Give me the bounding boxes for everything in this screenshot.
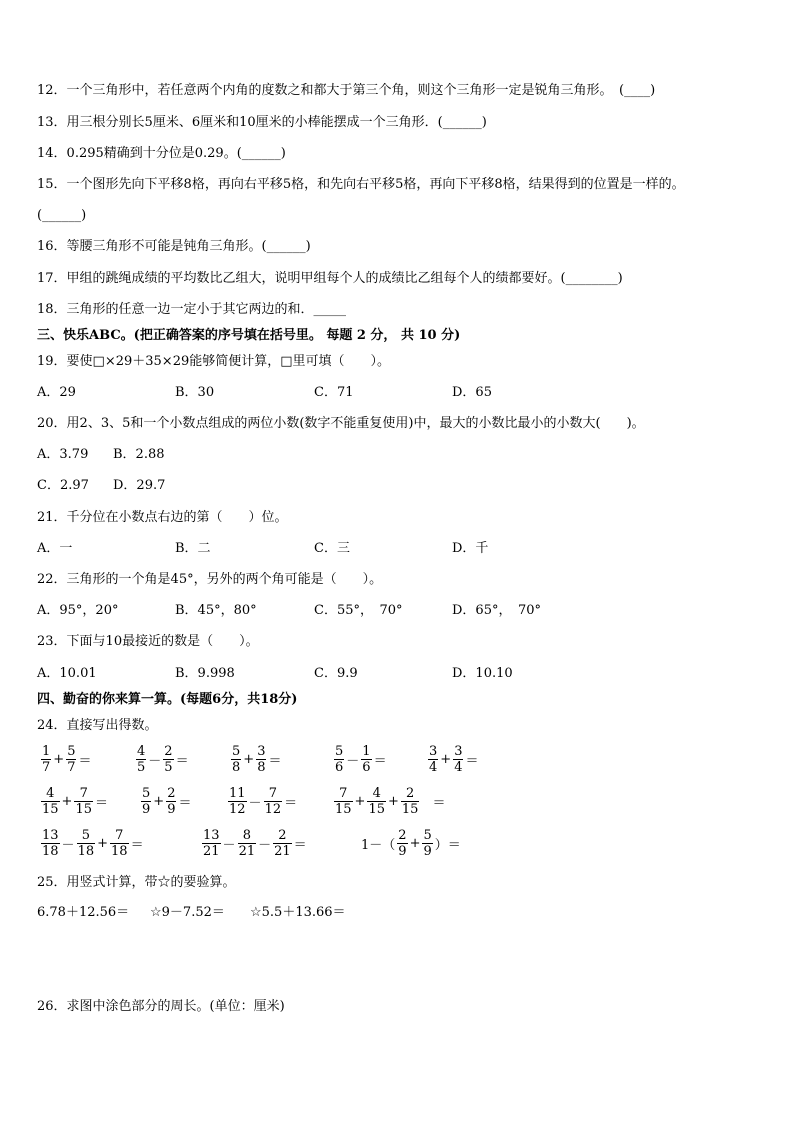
- question-14: 14．0.295精确到十分位是0.29。(______): [37, 146, 286, 161]
- q22-option-b: B．45°，80°: [175, 603, 257, 618]
- q20-option-d: D．29.7: [113, 478, 166, 493]
- q21-option-c: C．三: [314, 541, 350, 556]
- question-18: 18．三角形的任意一边一定小于其它两边的和．_____: [37, 302, 347, 317]
- q23-option-b: B．9.998: [175, 666, 235, 681]
- fraction-expression: $\frac{11}{12}$ － $\frac{7}{12}$ ＝: [229, 786, 298, 817]
- q19-option-a: A．29: [37, 385, 76, 400]
- q22-option-a: A．95°，20°: [37, 603, 119, 618]
- question-15: 15．一个图形先向下平移8格，再向右平移5格，和先向右平移5格，再向下平移8格，结果得到的位置是一样的。: [37, 177, 685, 192]
- fraction-expression: $\frac{4}{5}$ － $\frac{2}{5}$ ＝: [137, 744, 189, 775]
- q23-option-a: A．10.01: [37, 666, 97, 681]
- fraction-expression: 1－（ $\frac{2}{9}$ + $\frac{5}{9}$ ）＝: [361, 828, 461, 859]
- fraction-expression: $\frac{3}{4}$ + $\frac{3}{4}$ ＝: [429, 744, 479, 775]
- q21-option-d: D．千: [452, 541, 489, 556]
- q20-option-a: A．3.79: [37, 447, 89, 462]
- fraction-expression: $\frac{4}{15}$ + $\frac{7}{15}$ ＝: [42, 786, 109, 817]
- q22-option-d: D．65°， 70°: [452, 603, 542, 618]
- q19-option-d: D．65: [452, 385, 492, 400]
- q20-option-b: B．2.88: [113, 447, 165, 462]
- fraction-expression: $\frac{13}{21}$ － $\frac{8}{21}$ － $\frac{2}{21}$ ＝: [203, 828, 307, 859]
- question-26: 26．求图中涂色部分的周长。(单位：厘米): [37, 999, 285, 1014]
- fraction-expression: $\frac{13}{18}$ － $\frac{5}{18}$ + $\frac{7}{18}$ ＝: [42, 828, 144, 859]
- fraction-expression: $\frac{1}{7}$ + $\frac{5}{7}$ ＝: [42, 744, 92, 775]
- q23-option-c: C．9.9: [314, 666, 358, 681]
- q25-item: ☆9－7.52＝: [150, 905, 225, 920]
- question-12: 12．一个三角形中，若任意两个内角的度数之和都大于第三个角，则这个三角形一定是锐角三角形。 (____): [37, 83, 656, 98]
- question-13: 13．用三根分别长5厘米、6厘米和10厘米的小棒能摆成一个三角形．(______): [37, 115, 487, 130]
- q20-option-c: C．2.97: [37, 478, 89, 493]
- question-22: 22．三角形的一个角是45°，另外的两个角可能是（ ）。: [37, 572, 383, 587]
- q21-option-b: B．二: [175, 541, 211, 556]
- question-23: 23．下面与10最接近的数是（ ）。: [37, 634, 259, 649]
- fraction-expression: $\frac{7}{15}$ + $\frac{4}{15}$ + $\frac{2}{15}$ ＝: [335, 786, 446, 817]
- question-21: 21．千分位在小数点右边的第（ ）位。: [37, 510, 288, 525]
- question-20: 20．用2、3、5和一个小数点组成的两位小数(数字不能重复使用)中，最大的小数比最小的小数大( )。: [37, 416, 645, 431]
- question-24: 24．直接写出得数。: [37, 718, 158, 733]
- section-4-heading: 四、勤奋的你来算一算。(每题6分，共18分): [37, 692, 298, 707]
- q19-option-b: B．30: [175, 385, 215, 400]
- question-19: 19．要使□×29＋35×29能够简便计算，□里可填（ ）。: [37, 354, 391, 369]
- q25-item: 6.78＋12.56＝: [37, 905, 130, 920]
- question-15-blank: (______): [37, 208, 87, 223]
- q21-option-a: A．一: [37, 541, 73, 556]
- question-16: 16．等腰三角形不可能是钝角三角形。(______): [37, 239, 311, 254]
- q23-option-d: D．10.10: [452, 666, 513, 681]
- section-3-heading: 三、快乐ABC。(把正确答案的序号填在括号里。 每题 2 分， 共 10 分): [37, 328, 461, 343]
- fraction-expression: $\frac{5}{9}$ + $\frac{2}{9}$ ＝: [142, 786, 192, 817]
- q19-option-c: C．71: [314, 385, 354, 400]
- q22-option-c: C．55°， 70°: [314, 603, 403, 618]
- fraction-expression: $\frac{5}{8}$ + $\frac{3}{8}$ ＝: [232, 744, 282, 775]
- q25-item: ☆5.5＋13.66＝: [250, 905, 346, 920]
- fraction-expression: $\frac{5}{6}$ － $\frac{1}{6}$ ＝: [335, 744, 387, 775]
- question-25: 25．用竖式计算，带☆的要验算。: [37, 875, 236, 890]
- question-17: 17．甲组的跳绳成绩的平均数比乙组大，说明甲组每个人的成绩比乙组每个人的绩都要好。(________): [37, 271, 623, 286]
